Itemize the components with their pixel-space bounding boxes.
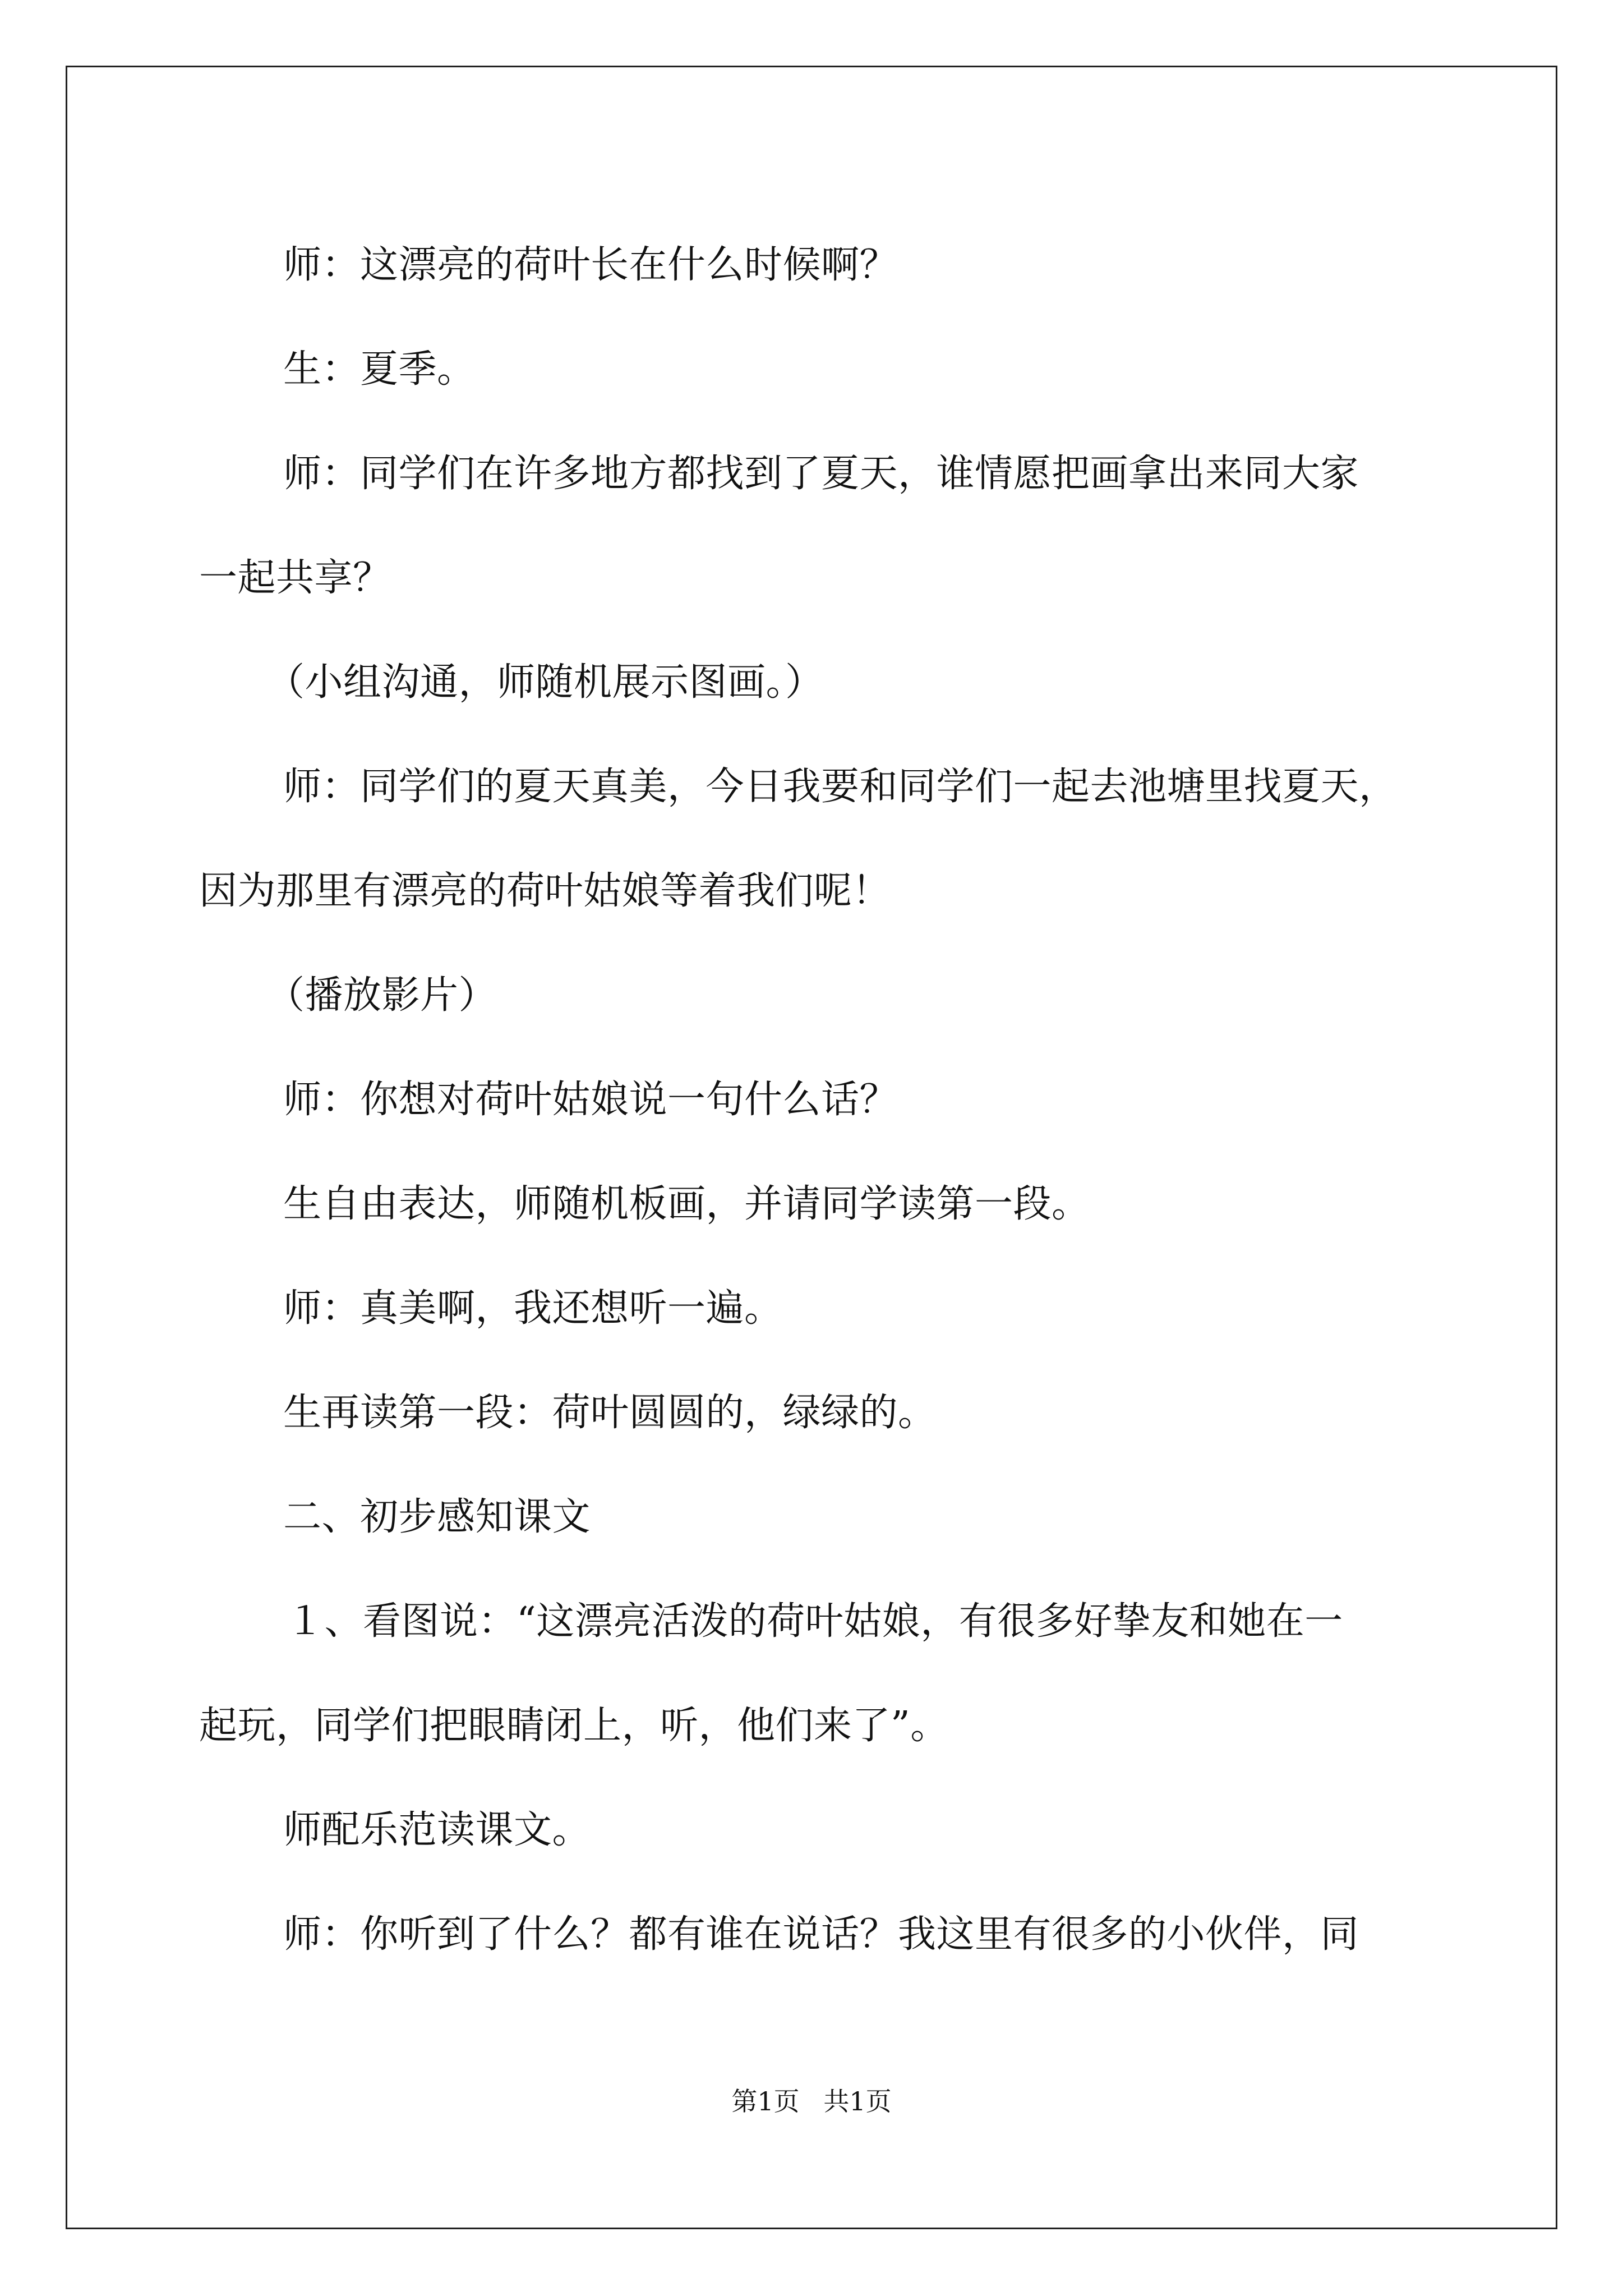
paragraph-teacher-pond-line2: 因为那里有漂亮的荷叶姑娘等着我们呢！ — [199, 869, 891, 913]
paragraph-student-summer: 生：夏季。 — [283, 347, 476, 392]
paragraph-teacher-share-line1: 师：同学们在许多地方都找到了夏天，谁情愿把画拿出来同大家 — [283, 452, 1359, 496]
section-heading-initial-perception: 二、初步感知课文 — [283, 1495, 591, 1539]
paragraph-teacher-question-lotus: 师：这漂亮的荷叶长在什么时候啊？ — [283, 243, 898, 287]
paragraph-teacher-say-sentence: 师：你想对荷叶姑娘说一句什么话？ — [283, 1078, 898, 1122]
page-footer — [0, 2081, 1623, 2118]
page-number-total: 共1页 — [823, 2086, 892, 2116]
paragraph-teacher-listen-again: 师：真美啊，我还想听一遍。 — [283, 1286, 783, 1331]
paragraph-teacher-what-heard: 师：你听到了什么？都有谁在说话？我这里有很多的小伙伴，同 — [283, 1912, 1359, 1957]
paragraph-teacher-pond-line1: 师：同学们的夏天真美，今日我要和同学们一起去池塘里找夏天， — [283, 765, 1398, 809]
paragraph-look-and-say-line2: 起玩，同学们把眼睛闭上，听，他们来了”。 — [199, 1704, 949, 1748]
paragraph-look-and-say-line1: １、看图说：“这漂亮活泼的荷叶姑娘，有很多好挚友和她在一 — [286, 1599, 1343, 1644]
paragraph-play-film: （播放影片） — [266, 973, 497, 1018]
paragraph-group-communication: （小组沟通，师随机展示图画。） — [266, 660, 824, 705]
paragraph-student-free-expression: 生自由表达，师随机板画，并请同学读第一段。 — [283, 1182, 1090, 1226]
paragraph-student-read-again: 生再读第一段：荷叶圆圆的，绿绿的。 — [283, 1391, 937, 1435]
paragraph-teacher-share-line2: 一起共享？ — [199, 556, 391, 600]
paragraph-teacher-model-reading: 师配乐范读课文。 — [283, 1808, 591, 1852]
page-number-current: 第1页 — [731, 2086, 800, 2116]
document-body — [199, 213, 1467, 1987]
